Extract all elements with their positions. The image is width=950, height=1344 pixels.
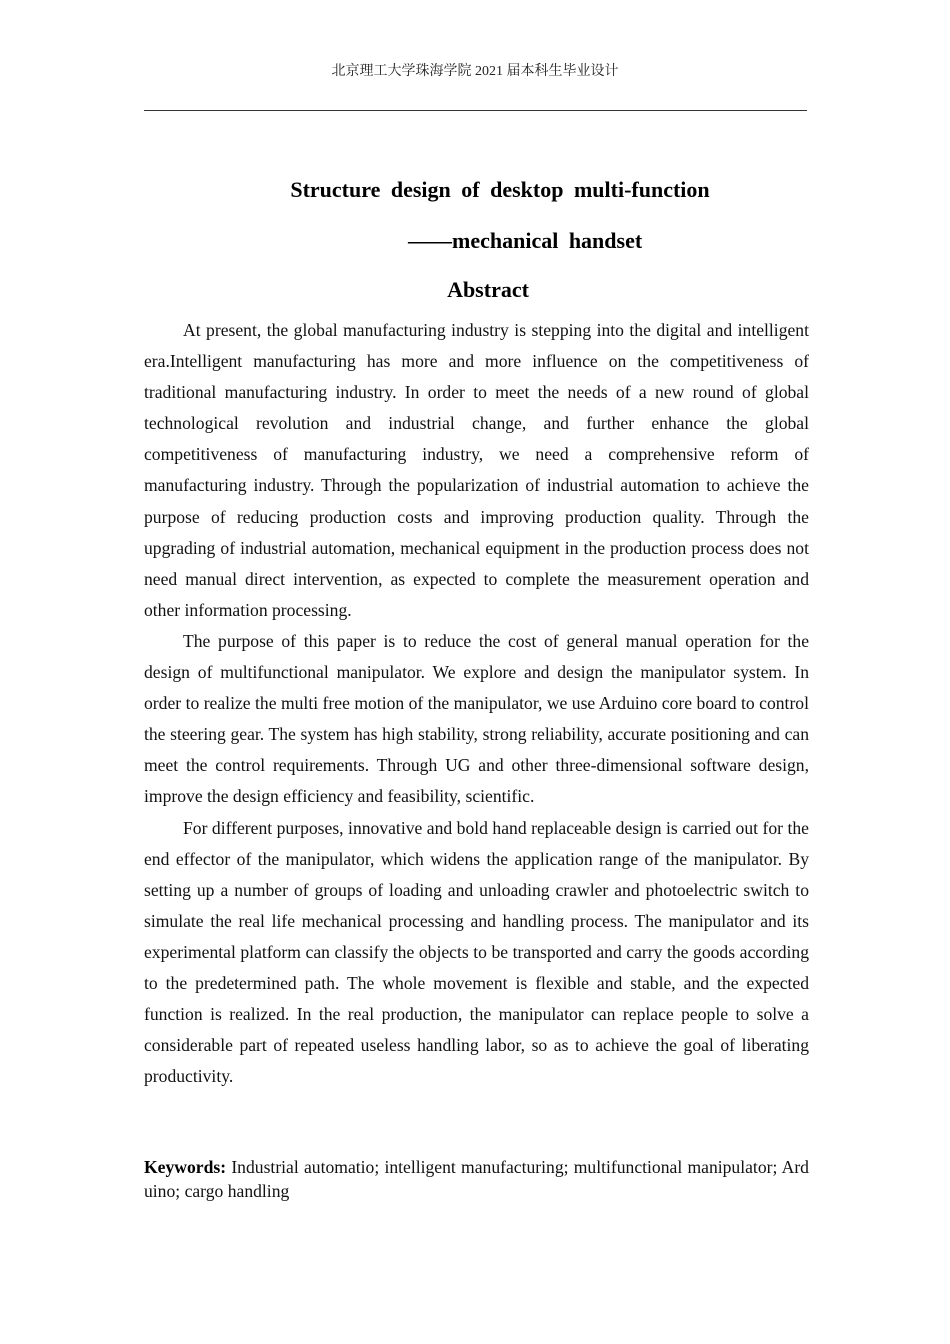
keywords-block xyxy=(144,1155,809,1203)
page-header: 北京理工大学珠海学院 2021 届本科生毕业设计 xyxy=(331,64,619,79)
keywords-label: Keywords: xyxy=(144,1157,227,1177)
abstract-paragraph-3: For different purposes, innovative and bold hand replaceable design is carried out for the end effector of the manipulator, which widens the application range of the manipulator. By setting up a number of groups of loading and unloading crawler and photoelectric switch to simulate the real life mechanical processing and handling process. The manipulator and its experimental platform can classify the objects to be transported and carry the goods according to the predetermined path. The whole movement is flexible and stable, and the expected function is realized. In the real production, the manipulator can replace people to solve a considerable part of repeated useless handling labor, so as to achieve the goal of liberating productivity. xyxy=(144,817,809,1087)
paper-title: Structure design of desktop multi-function xyxy=(290,177,710,202)
header-divider xyxy=(144,110,807,111)
abstract-paragraph-1: At present, the global manufacturing industry is stepping into the digital and intelligent era.Intelligent manufacturing has more and more influence on the competitiveness of traditional manufacturing industry. In order to meet the needs of a new round of global technological revolution and industrial change, and further enhance the global competitiveness of manufacturing industry, we need a comprehensive reform of manufacturing industry. Through the popularization of industrial automation to achieve the purpose of reducing production costs and improving production quality. Through the upgrading of industrial automation, mechanical equipment in the production process does not need manual direct intervention, as expected to complete the measurement operation and other information processing. xyxy=(144,320,809,620)
keywords-text: Industrial automatio; intelligent manufacturing; multifunctional manipulator; Arduino; cargo handling xyxy=(144,1157,809,1201)
abstract-paragraph-2: The purpose of this paper is to reduce the cost of general manual operation for the design of multifunctional manipulator. We explore and design the manipulator system. In order to realize the multi free motion of the manipulator, we use Arduino core board to control the steering gear. The system has high stability, strong reliability, accurate positioning and can meet the control requirements. Through UG and other three-dimensional software design, improve the design efficiency and feasibility, scientific. xyxy=(144,630,809,807)
abstract-body xyxy=(144,315,809,1092)
abstract-heading: Abstract xyxy=(447,277,529,302)
paper-subtitle: ——mechanical handset xyxy=(408,228,643,253)
